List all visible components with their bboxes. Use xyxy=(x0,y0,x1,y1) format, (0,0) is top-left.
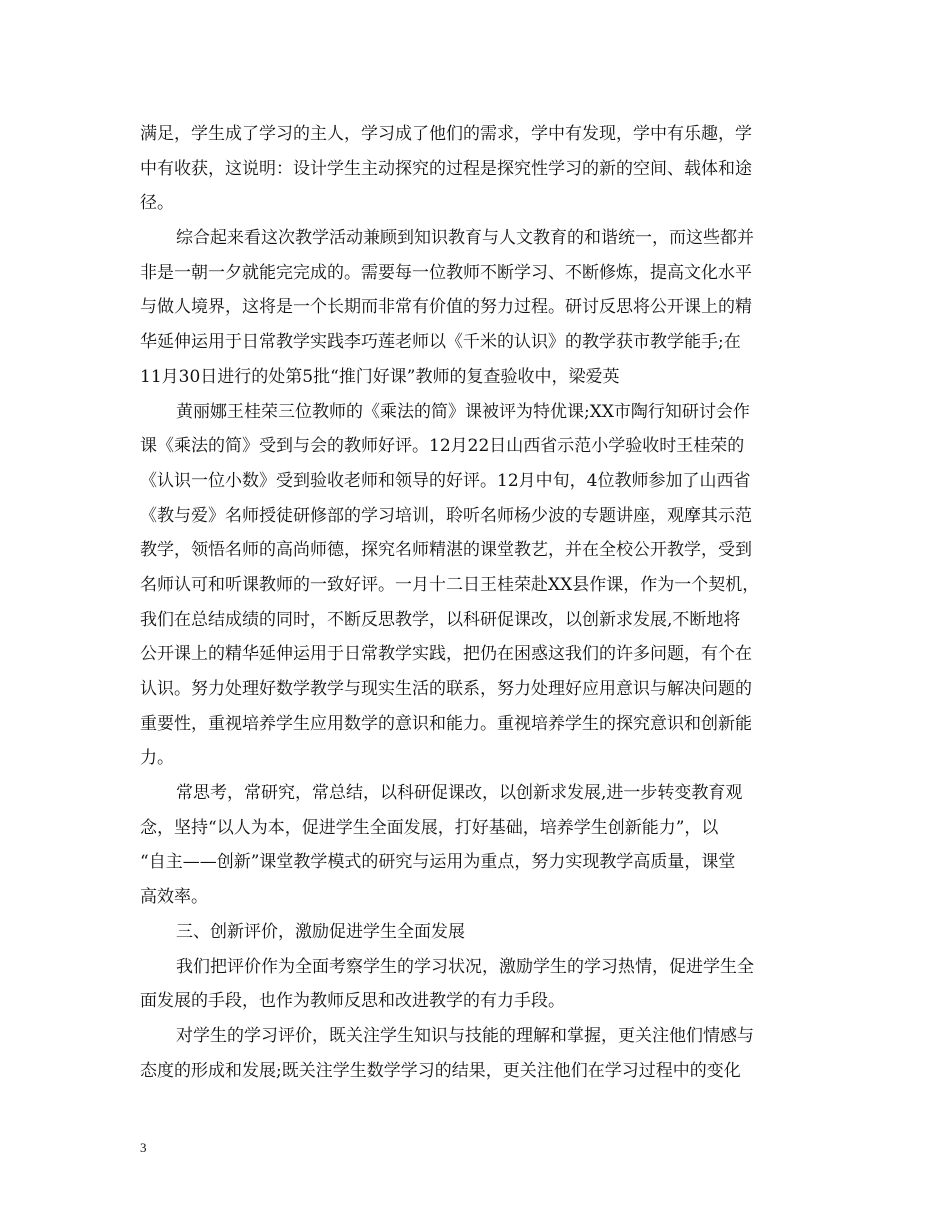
document-body xyxy=(140,117,830,1088)
text-line: 力。 xyxy=(140,748,174,769)
text-line: 我们在总结成绩的同时，不断反思教学，以科研促课改，以创新求发展,不断地将 xyxy=(140,609,741,630)
text-line: 公开课上的精华延伸运用于日常教学实践，把仍在困惑这我们的许多问题，有个在 xyxy=(140,644,752,665)
text-line: 教学，领悟名师的高尚师德，探究名师精湛的课堂教艺，并在全校公开教学，受到 xyxy=(140,540,752,561)
text-line: 对学生的学习评价，既关注学生知识与技能的理解和掌握，更关注他们情感与 xyxy=(176,1025,754,1046)
text-line: 常思考，常研究，常总结，以科研促课改，以创新求发展,进一步转变教育观 xyxy=(176,783,743,804)
paragraph xyxy=(140,395,830,777)
text-line: 念，坚持“以人为本，促进学生全面发展，打好基础，培养学生创新能力”，以 xyxy=(140,817,719,838)
text-line: 11月30日进行的处第5批“推门好课”教师的复查验收中，梁爱英 xyxy=(140,366,620,387)
paragraph xyxy=(140,221,830,394)
text-line: 名师认可和听课教师的一致好评。一月十二日王桂荣赴XX县作课，作为一个契机， xyxy=(140,574,760,595)
text-line: 满足，学生成了学习的主人，学习成了他们的需求，学中有发现，学中有乐趣，学 xyxy=(140,124,752,144)
text-line: 中有收获，这说明：设计学生主动探究的过程是探究性学习的新的空间、载体和途 xyxy=(140,158,752,179)
paragraph xyxy=(140,117,830,221)
text-line: 《教与爱》名师授徒研修部的学习培训，聆听名师杨少波的专题讲座，观摩其示范 xyxy=(140,505,752,526)
text-line: 综合起来看这次教学活动兼顾到知识教育与人文教育的和谐统一，而这些都并 xyxy=(176,228,754,249)
section-heading xyxy=(140,915,830,950)
text-line: 高效率。 xyxy=(140,887,208,908)
text-line: 态度的形成和发展;既关注学生数学学习的结果，更关注他们在学习过程中的变化 xyxy=(140,1060,741,1081)
text-line: 面发展的手段，也作为教师反思和改进教学的有力手段。 xyxy=(140,991,565,1012)
page-number: 3 xyxy=(140,1140,147,1155)
text-line: 重要性，重视培养学生应用数学的意识和能力。重视培养学生的探究意识和创新能 xyxy=(140,713,752,734)
text-line: 黄丽娜王桂荣三位教师的《乘法的简》课被评为特优课;XX市陶行知研讨会作 xyxy=(176,401,750,422)
paragraph xyxy=(140,950,830,1019)
text-line: 《认识一位小数》受到验收老师和领导的好评。12月中旬，4位教师参加了山西省 xyxy=(140,470,751,491)
text-line: 径。 xyxy=(140,193,174,214)
text-line: 三、创新评价，激励促进学生全面发展 xyxy=(176,921,465,942)
text-line: 华延伸运用于日常教学实践李巧莲老师以《千米的认识》的教学获市教学能手;在 xyxy=(140,332,741,353)
text-line: 课《乘法的简》受到与会的教师好评。12月22日山西省示范小学验收时王桂荣的 xyxy=(140,436,745,457)
text-line: 非是一朝一夕就能完完成的。需要每一位教师不断学习、不断修炼，提高文化水平 xyxy=(140,262,752,283)
text-line: 认识。努力处理好数学教学与现实生活的联系，努力处理好应用意识与解决问题的 xyxy=(140,679,752,699)
paragraph xyxy=(140,1019,830,1088)
text-line: “自主——创新”课堂教学模式的研究与运用为重点，努力实现教学高质量，课堂 xyxy=(140,852,736,873)
text-line: 我们把评价作为全面考察学生的学习状况，激励学生的学习热情，促进学生全 xyxy=(176,956,754,977)
paragraph xyxy=(140,776,830,915)
text-line: 与做人境界，这将是一个长期而非常有价值的努力过程。研讨反思将公开课上的精 xyxy=(140,297,752,318)
